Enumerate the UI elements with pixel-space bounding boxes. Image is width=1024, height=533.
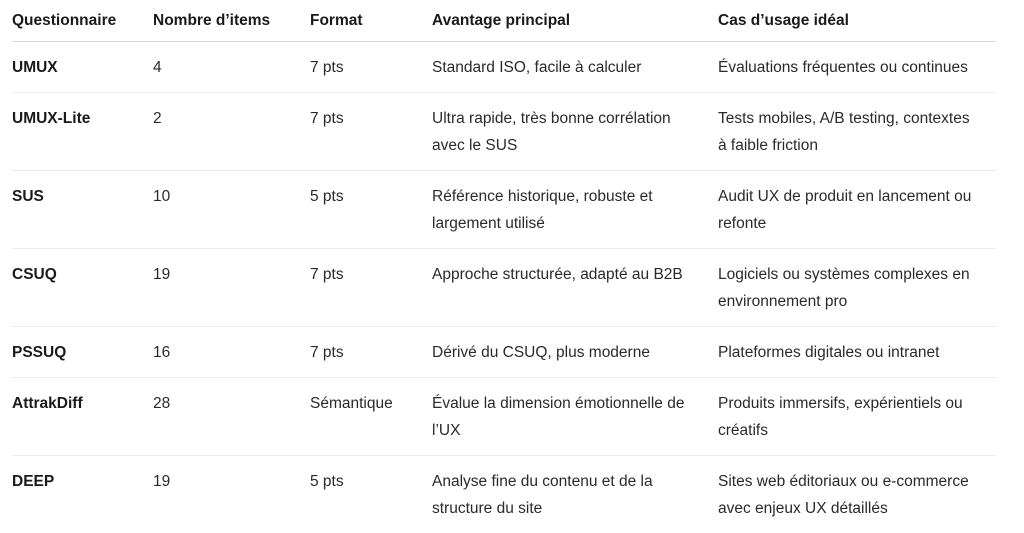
cell-ideal-use-case [718,93,996,171]
table-header [12,0,996,42]
cell-format: Sémantique [310,378,432,456]
table-row [12,93,996,171]
cell-text: Référence historique, robuste et largement utilisé [432,183,718,237]
cell-questionnaire: SUS [12,171,153,249]
table-row [12,249,996,327]
cell-main-advantage [432,249,718,327]
cell-questionnaire: CSUQ [12,249,153,327]
cell-format: 5 pts [310,456,432,533]
cell-item-count: 10 [153,171,310,249]
cell-text: Sites web éditoriaux ou e-commerce avec enjeux UX détaillés [718,468,996,522]
questionnaire-comparison-table-wrapper [12,0,996,533]
cell-questionnaire: UMUX-Lite [12,93,153,171]
cell-item-count: 19 [153,249,310,327]
cell-text: Tests mobiles, A/B testing, contextes à faible friction [718,105,996,159]
cell-questionnaire: DEEP [12,456,153,533]
cell-questionnaire: PSSUQ [12,327,153,378]
cell-format: 5 pts [310,171,432,249]
cell-ideal-use-case [718,42,996,93]
cell-text: Ultra rapide, très bonne corrélation avec le SUS [432,105,718,159]
cell-ideal-use-case [718,378,996,456]
header-item-count: Nombre d’items [153,0,310,42]
cell-questionnaire: UMUX [12,42,153,93]
table-row [12,456,996,533]
cell-text: Dérivé du CSUQ, plus moderne [432,339,718,366]
cell-main-advantage [432,42,718,93]
cell-ideal-use-case [718,456,996,533]
cell-ideal-use-case [718,327,996,378]
cell-questionnaire: AttrakDiff [12,378,153,456]
cell-text: Plateformes digitales ou intranet [718,339,996,366]
cell-text: Évaluations fréquentes ou continues [718,54,996,81]
header-ideal-use-case: Cas d’usage idéal [718,0,996,42]
cell-item-count: 16 [153,327,310,378]
cell-ideal-use-case [718,249,996,327]
cell-text: Standard ISO, facile à calculer [432,54,718,81]
cell-item-count: 19 [153,456,310,533]
questionnaire-comparison-table [12,0,996,533]
cell-main-advantage [432,171,718,249]
table-row [12,378,996,456]
cell-format: 7 pts [310,327,432,378]
cell-main-advantage [432,93,718,171]
cell-text: Produits immersifs, expérientiels ou créatifs [718,390,996,444]
cell-main-advantage [432,378,718,456]
cell-text: Logiciels ou systèmes complexes en environnement pro [718,261,996,315]
cell-format: 7 pts [310,42,432,93]
header-format: Format [310,0,432,42]
cell-format: 7 pts [310,93,432,171]
cell-item-count: 28 [153,378,310,456]
cell-text: Approche structurée, adapté au B2B [432,261,718,288]
header-main-advantage: Avantage principal [432,0,718,42]
cell-text: Évalue la dimension émotionnelle de l’UX [432,390,718,444]
cell-item-count: 2 [153,93,310,171]
cell-text: Audit UX de produit en lancement ou refonte [718,183,996,237]
table-row [12,171,996,249]
table-header-row [12,0,996,42]
cell-ideal-use-case [718,171,996,249]
table-row [12,327,996,378]
cell-main-advantage [432,327,718,378]
cell-main-advantage [432,456,718,533]
table-row [12,42,996,93]
cell-text: Analyse fine du contenu et de la structure du site [432,468,718,522]
cell-item-count: 4 [153,42,310,93]
table-body [12,42,996,533]
cell-format: 7 pts [310,249,432,327]
header-questionnaire: Questionnaire [12,0,153,42]
